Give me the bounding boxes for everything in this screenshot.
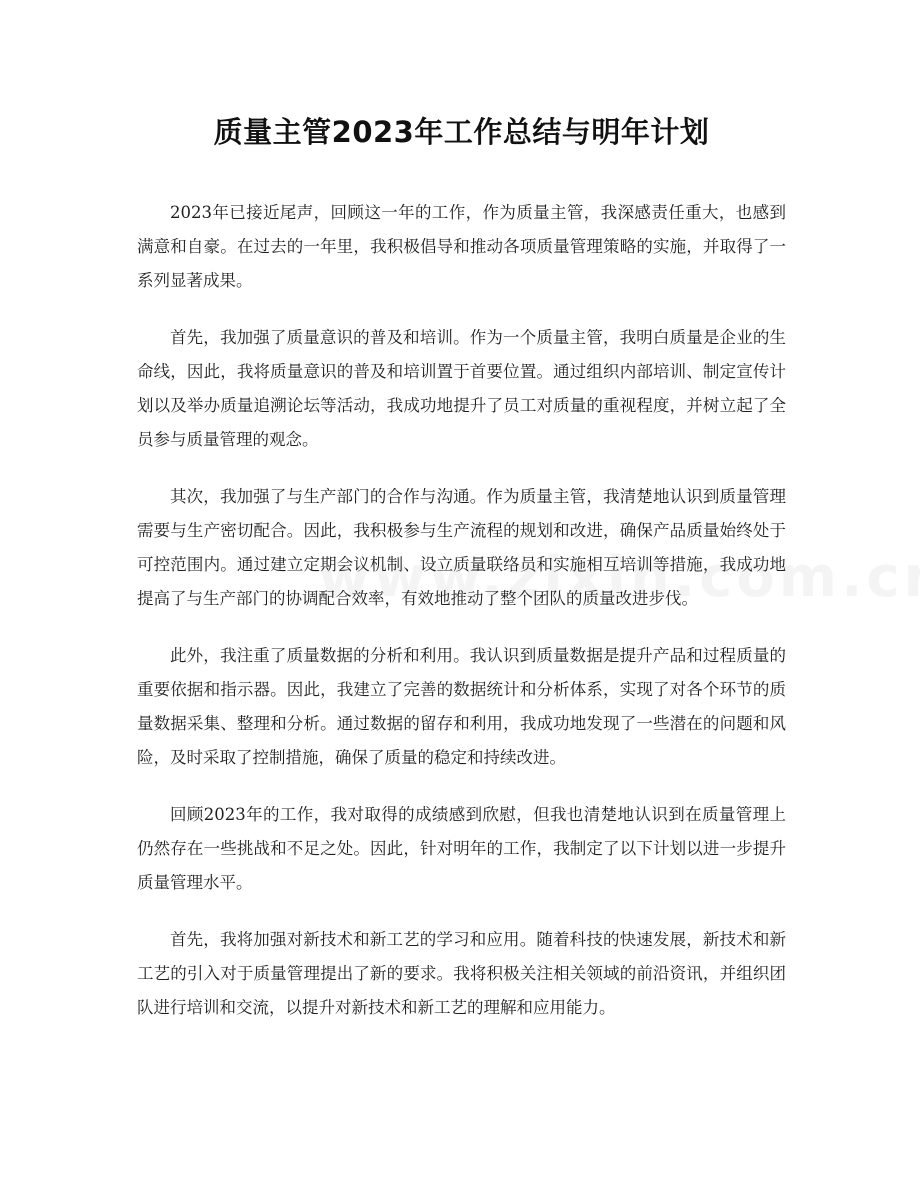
paragraph-new-technology: 首先，我将加强对新技术和新工艺的学习和应用。随着科技的快速发展，新技术和新工艺的引入对于质量管理提出了新的要求。我将积极关注相关领域的前沿资讯，并组织团队进行培训和交流，以提升对新技术和新工艺的理解和应用能力。	[137, 930, 786, 1017]
paragraph-quality-awareness: 首先，我加强了质量意识的普及和培训。作为一个质量主管，我明白质量是企业的生命线，因此，我将质量意识的普及和培训置于首要位置。通过组织内部培训、制定宣传计划以及举办质量追溯论坛等活动，我成功地提升了员工对质量的重视程度，并树立起了全员参与质量管理的观念。	[137, 328, 786, 449]
paragraph-production-cooperation: 其次，我加强了与生产部门的合作与沟通。作为质量主管，我清楚地认识到质量管理需要与生产密切配合。因此，我积极参与生产流程的规划和改进，确保产品质量始终处于可控范围内。通过建立定期会议机制、设立质量联络员和实施相互培训等措施，我成功地提高了与生产部门的协调配合效率，有效地推动了整个团队的质量改进步伐。	[137, 487, 786, 608]
paragraph-data-analysis: 此外，我注重了质量数据的分析和利用。我认识到质量数据是提升产品和过程质量的重要依据和指示器。因此，我建立了完善的数据统计和分析体系，实现了对各个环节的质量数据采集、整理和分析。通过数据的留存和利用，我成功地发现了一些潜在的问题和风险，及时采取了控制措施，确保了质量的稳定和持续改进。	[137, 646, 786, 767]
document-title: 质量主管2023年工作总结与明年计划	[213, 115, 710, 149]
paragraph-intro: 2023年已接近尾声，回顾这一年的工作，作为质量主管，我深感责任重大，也感到满意和自豪。在过去的一年里，我积极倡导和推动各项质量管理策略的实施，并取得了一系列显著成果。	[137, 203, 786, 290]
paragraph-review-and-plan: 回顾2023年的工作，我对取得的成绩感到欣慰，但我也清楚地认识到在质量管理上仍然存在一些挑战和不足之处。因此，针对明年的工作，我制定了以下计划以进一步提升质量管理水平。	[137, 805, 786, 892]
